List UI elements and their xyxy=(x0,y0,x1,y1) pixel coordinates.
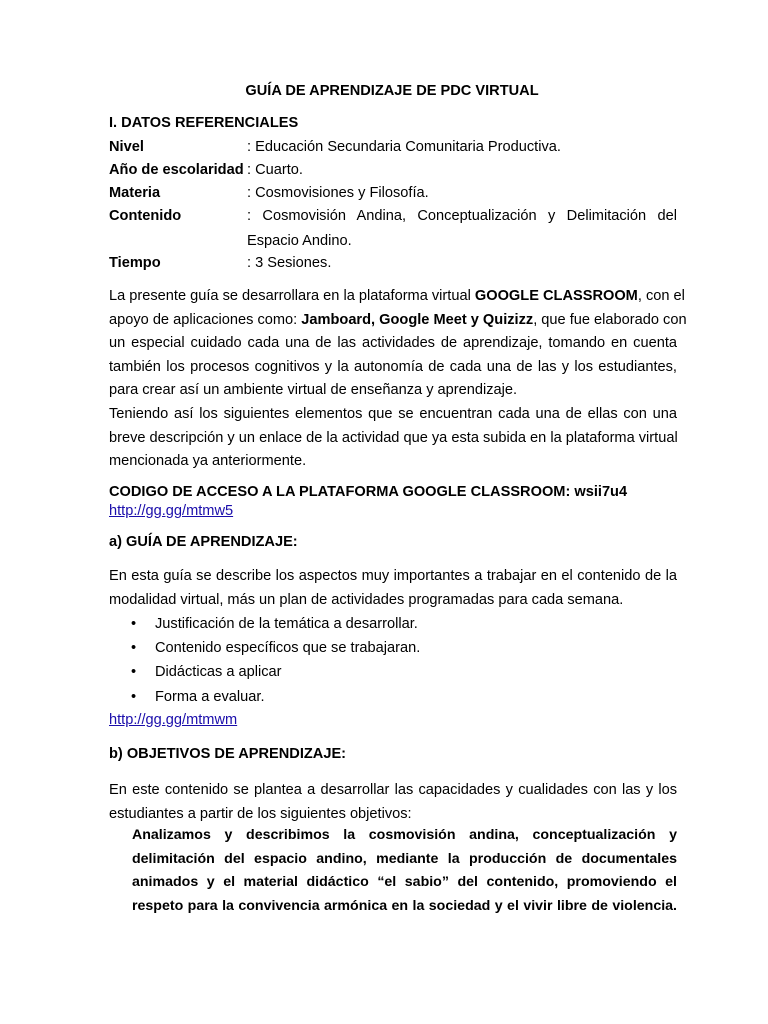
objective-line-2: delimitación del espacio andino, mediante la producción de documentales xyxy=(132,850,677,867)
label-nivel: Nivel xyxy=(109,139,144,155)
intro-line-8: mencionada ya anteriormente. xyxy=(109,453,307,470)
intro-l2-a: apoyo de aplicaciones como: xyxy=(109,311,302,328)
access-code: CODIGO DE ACCESO A LA PLATAFORMA GOOGLE CLASSROOM: wsii7u4 xyxy=(109,484,628,500)
intro-l1-c: , con el xyxy=(637,288,685,304)
bullet-text: Didácticas a aplicar xyxy=(155,664,282,680)
value-anio: : Cuarto. xyxy=(247,162,303,178)
intro-line-4: también los procesos cognitivos y la autonomía de cada una de las y los estudiantes, xyxy=(109,358,677,375)
bullet-item xyxy=(131,688,265,706)
guia-link[interactable]: http://gg.gg/mtmwm xyxy=(109,712,238,728)
intro-line-3: un especial cuidado cada una de las actividades de aprendizaje, tomando en cuenta xyxy=(109,335,677,352)
value-tiempo: : 3 Sesiones. xyxy=(247,255,332,271)
value-materia: : Cosmovisiones y Filosofía. xyxy=(247,185,429,201)
value-contenido-line1: : Cosmovisión Andina, Conceptualización y Delimitación del xyxy=(247,208,677,224)
guia-paragraph xyxy=(109,565,677,612)
section-heading-guia: a) GUÍA DE APRENDIZAJE: xyxy=(109,534,298,550)
value-contenido xyxy=(247,204,677,253)
intro-line-5: para crear así un ambiente virtual de enseñanza y aprendizaje. xyxy=(109,382,518,399)
intro-paragraph xyxy=(109,285,687,474)
bullet-icon: • xyxy=(131,640,137,656)
bullet-icon: • xyxy=(131,616,137,632)
bullet-icon: • xyxy=(131,689,137,705)
intro-line-2 xyxy=(109,309,687,333)
objetivos-line-1: En este contenido se plantea a desarrollar las capacidades y cualidades con las y los xyxy=(109,782,677,798)
intro-platform-name: GOOGLE CLASSROOM xyxy=(474,288,638,304)
intro-l2-c: , que fue elaborado con xyxy=(533,311,687,328)
bullet-text: Justificación de la temática a desarrollar. xyxy=(155,616,418,632)
value-contenido-line2: Espacio Andino. xyxy=(247,232,352,249)
objective-line-4: respeto para la convivencia armónica en la sociedad y el vivir libre de violencia. xyxy=(132,897,677,914)
bullet-item xyxy=(131,663,282,681)
objetivos-paragraph xyxy=(109,779,677,826)
intro-line-6: Teniendo así los siguientes elementos que se encuentran cada una de ellas con una xyxy=(109,405,677,422)
objective-statement xyxy=(132,824,677,918)
intro-l1-a: La presente guía se desarrollara en la plataforma virtual xyxy=(109,288,475,304)
document-title: GUÍA DE APRENDIZAJE DE PDC VIRTUAL xyxy=(245,83,539,99)
value-nivel: : Educación Secundaria Comunitaria Productiva. xyxy=(247,139,561,155)
label-tiempo: Tiempo xyxy=(109,255,161,271)
bullet-text: Contenido específicos que se trabajaran. xyxy=(155,640,421,656)
guia-line-1: En esta guía se describe los aspectos muy importantes a trabajar en el contenido de la xyxy=(109,568,677,584)
objetivos-line-2: estudiantes a partir de los siguientes objetivos: xyxy=(109,805,412,822)
guia-line-2: modalidad virtual, más un plan de actividades programadas para cada semana. xyxy=(109,591,624,608)
bullet-item xyxy=(131,615,418,633)
classroom-link[interactable]: http://gg.gg/mtmw5 xyxy=(109,503,234,519)
intro-line-7: breve descripción y un enlace de la actividad que ya esta subida en la plataforma virtual xyxy=(109,429,678,446)
bullet-item xyxy=(131,639,420,657)
objective-line-1: Analizamos y describimos la cosmovisión andina, conceptualización y xyxy=(132,827,677,843)
section-heading-datos: I. DATOS REFERENCIALES xyxy=(109,115,299,131)
bullet-icon: • xyxy=(131,664,137,680)
bullet-text: Forma a evaluar. xyxy=(155,689,265,705)
label-anio: Año de escolaridad xyxy=(109,162,244,178)
section-heading-objetivos: b) OBJETIVOS DE APRENDIZAJE: xyxy=(109,746,347,762)
objective-line-3: animados y el material didáctico “el sabio” del contenido, promoviendo el xyxy=(132,874,677,891)
intro-apps: Jamboard, Google Meet y Quizizz xyxy=(301,311,534,328)
intro-line-1 xyxy=(109,285,685,309)
label-contenido: Contenido xyxy=(109,208,182,224)
label-materia: Materia xyxy=(109,185,161,201)
